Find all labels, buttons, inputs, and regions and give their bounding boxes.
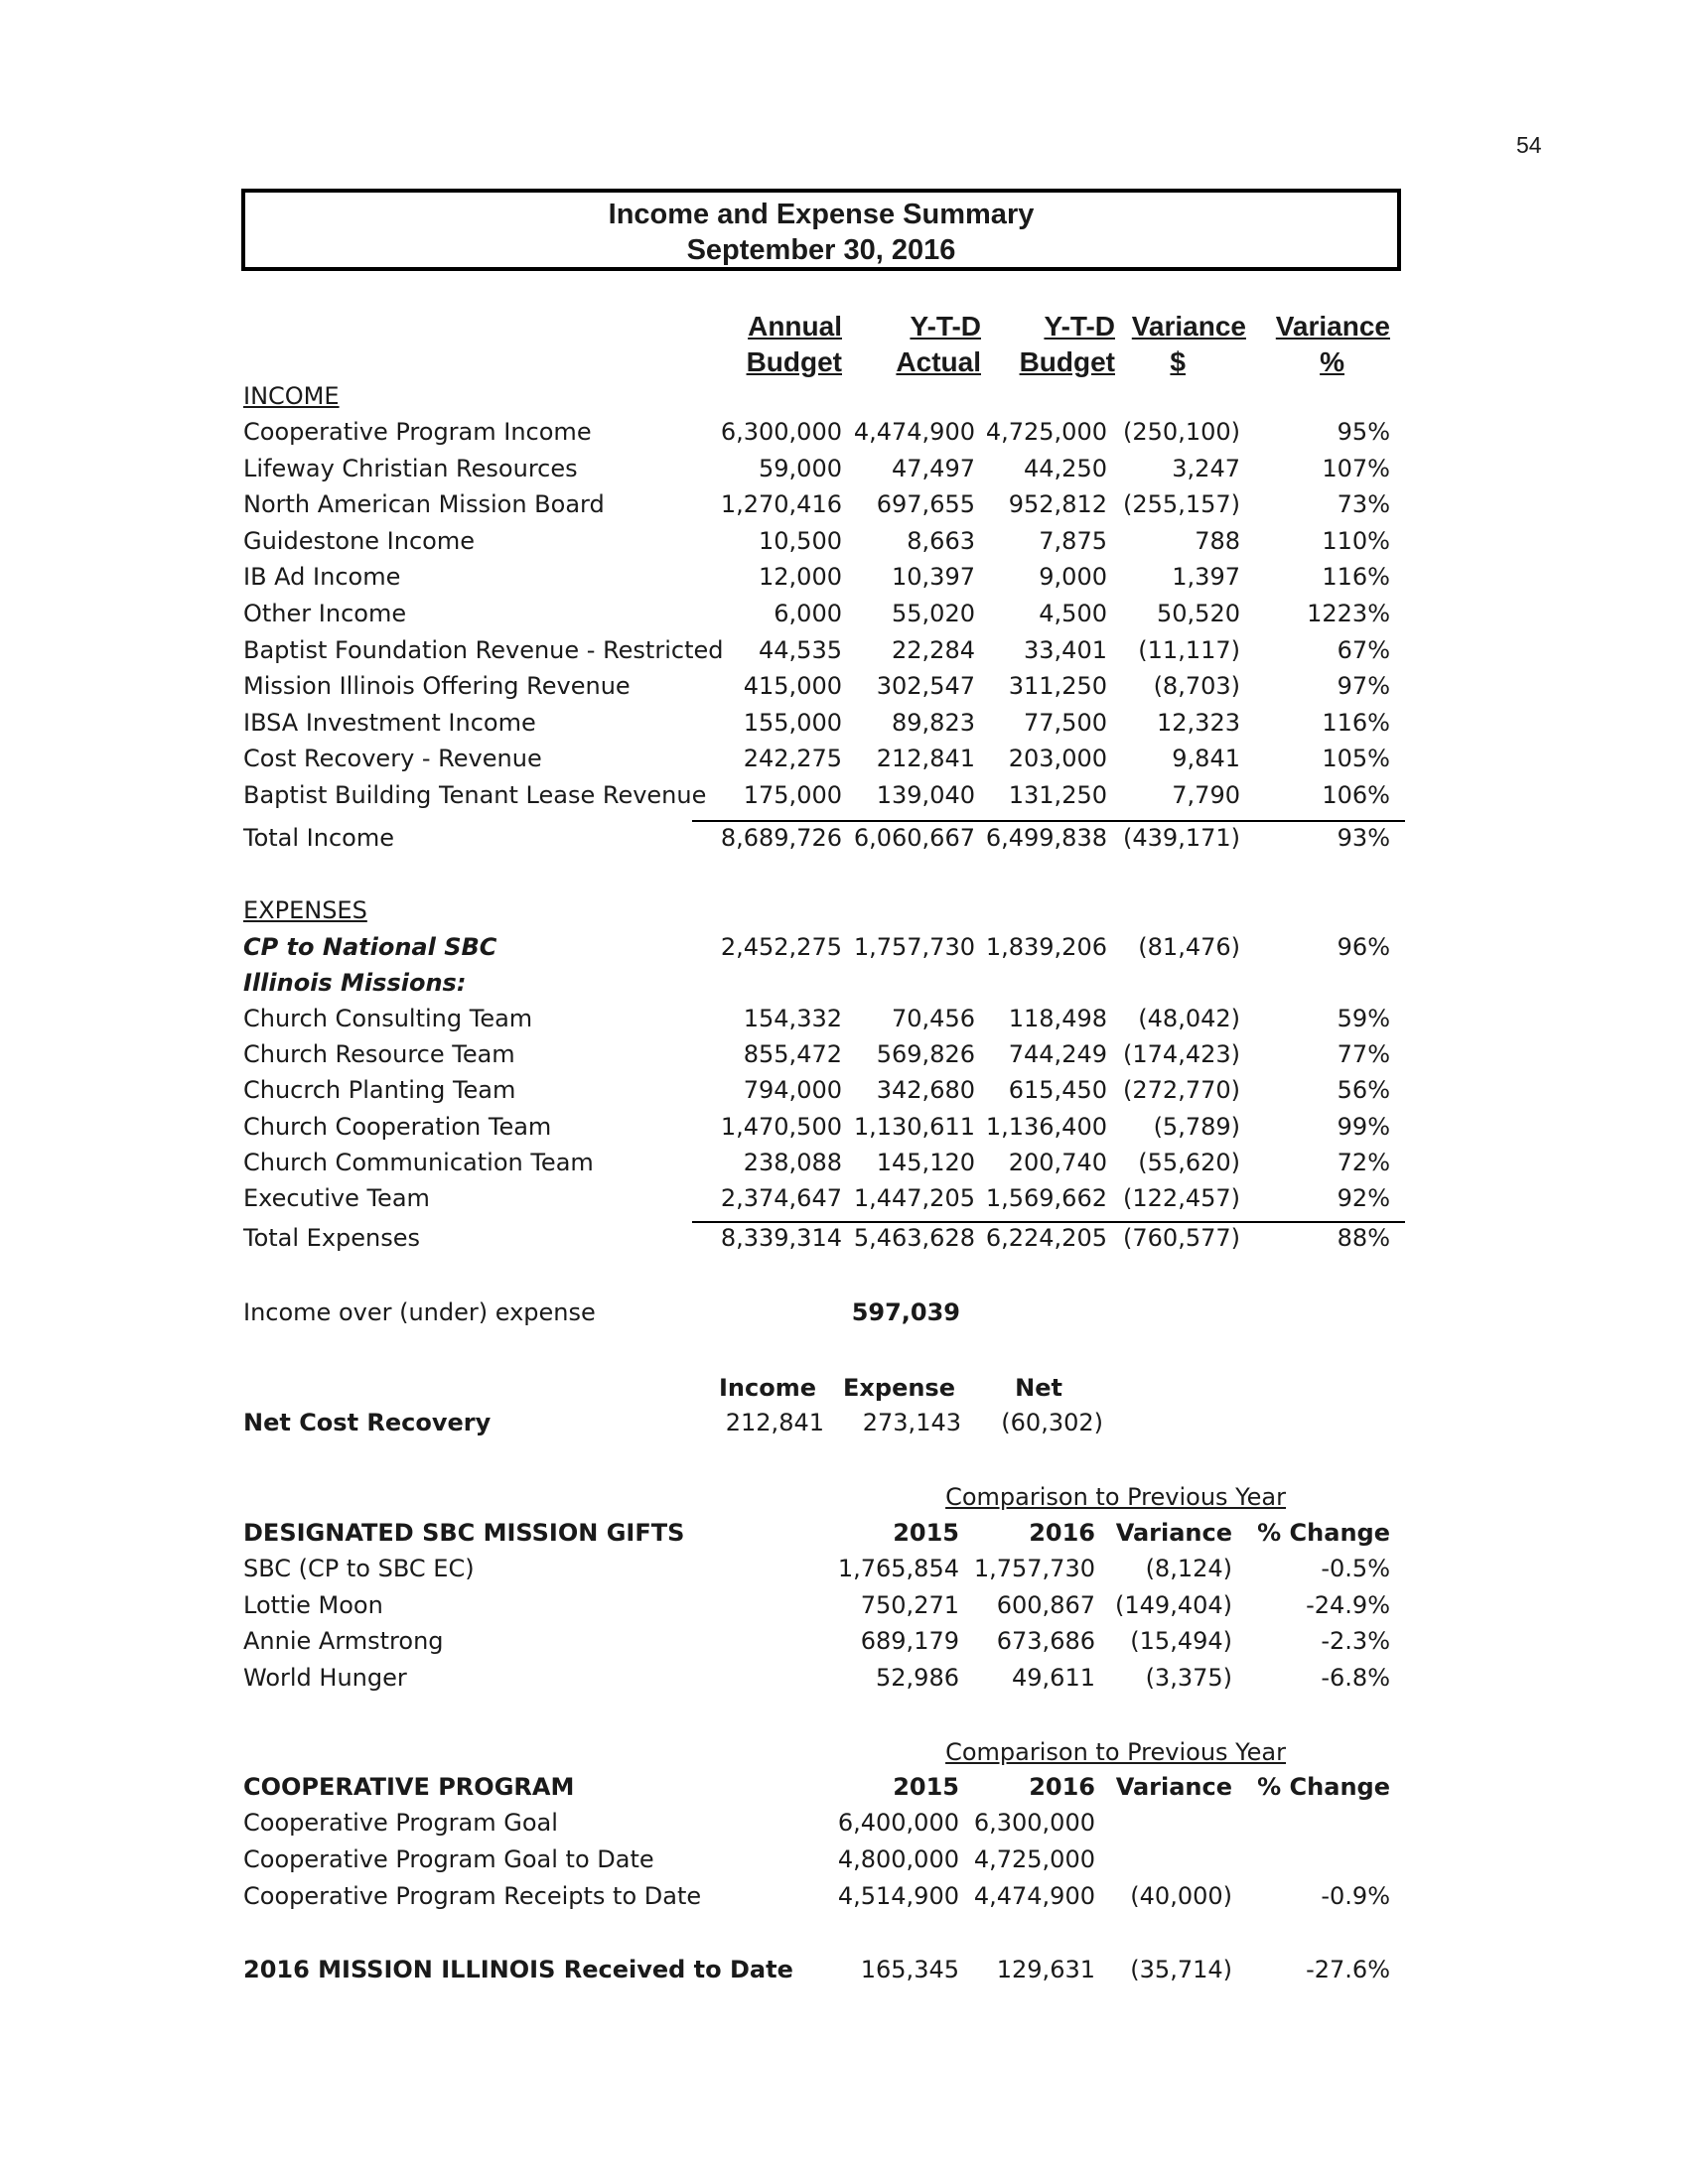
expense-row-value: 1,447,205 (853, 1184, 975, 1212)
income-total-value: 6,499,838 (985, 824, 1107, 852)
expense-total-value: (760,577) (1123, 1224, 1240, 1252)
cooperative-row-value: (40,000) (1130, 1882, 1232, 1910)
page-number: 54 (1516, 132, 1542, 158)
income-row-value: 110% (1322, 526, 1390, 555)
income-row-value: 8,663 (907, 526, 975, 555)
income-row-value: 10,397 (892, 563, 975, 592)
income-row-value: 952,812 (1008, 490, 1107, 519)
mission-illinois-value: (35,714) (1130, 1956, 1232, 1983)
designated-row-value: -24.9% (1306, 1590, 1390, 1619)
income-row-value: 47,497 (892, 454, 975, 482)
income-row-value: 116% (1322, 708, 1390, 737)
col-variance-dollar-header-2: $ (1170, 346, 1186, 377)
col-ytd-actual-header-2: Actual (896, 346, 981, 377)
designated-row-value: 673,686 (996, 1627, 1095, 1655)
designated-row-value: 1,757,730 (973, 1555, 1095, 1582)
income-row-value: 77,500 (1024, 708, 1107, 737)
mission-illinois-value: 165,345 (860, 1956, 959, 1983)
income-row-label: North American Mission Board (243, 490, 605, 519)
expense-row-label: Church Communication Team (243, 1148, 594, 1176)
expense-row-value: 1,130,611 (853, 1112, 975, 1141)
ncr-income-value: 212,841 (725, 1409, 824, 1436)
income-row-value: 9,841 (1172, 745, 1240, 773)
designated-row-label: World Hunger (243, 1663, 407, 1692)
comparison-col-header: 2016 (1029, 1773, 1095, 1801)
comparison-col-header: % Change (1257, 1519, 1390, 1547)
designated-row-value: -0.5% (1321, 1555, 1390, 1582)
expense-row-value: 2,374,647 (720, 1184, 842, 1212)
ncr-net-header: Net (1015, 1374, 1062, 1402)
report-title-box (241, 189, 1401, 271)
income-row-value: 44,250 (1024, 454, 1107, 482)
expense-row-value: 99% (1337, 1112, 1390, 1141)
mission-illinois-value: 129,631 (996, 1956, 1095, 1983)
designated-row-value: (3,375) (1145, 1663, 1232, 1692)
income-row-value: 212,841 (876, 745, 975, 773)
income-row-value: 106% (1322, 781, 1390, 809)
cooperative-row-label: Cooperative Program Goal (243, 1809, 558, 1837)
income-total-value: (439,171) (1123, 824, 1240, 852)
expense-row-value: 154,332 (743, 1005, 842, 1032)
income-row-value: 4,725,000 (985, 418, 1107, 446)
designated-row-value: 52,986 (876, 1663, 959, 1692)
designated-row-label: Annie Armstrong (243, 1627, 444, 1655)
col-variance-pct-header-1: Variance (1275, 311, 1390, 341)
ncr-expense-value: 273,143 (862, 1409, 961, 1436)
income-row-value: 12,000 (759, 563, 842, 592)
income-row-value: 116% (1322, 563, 1390, 592)
expense-row-value: 72% (1337, 1148, 1390, 1176)
comparison-col-header: % Change (1257, 1773, 1390, 1801)
illinois-missions-heading: Illinois Missions: (243, 969, 467, 997)
expense-total-value: 5,463,628 (853, 1224, 975, 1252)
expense-row-value: 77% (1337, 1040, 1390, 1069)
income-row-value: 1,270,416 (720, 490, 842, 519)
expense-row-value: 1,569,662 (985, 1184, 1107, 1212)
designated-row-value: (8,124) (1145, 1555, 1232, 1582)
designated-heading: DESIGNATED SBC MISSION GIFTS (243, 1519, 685, 1547)
comparison-col-header: 2015 (893, 1773, 959, 1801)
expense-row-label: Executive Team (243, 1184, 430, 1212)
expense-row-value: (174,423) (1123, 1040, 1240, 1069)
mission-illinois-value: -27.6% (1306, 1956, 1390, 1983)
expense-row-value: 70,456 (892, 1005, 975, 1032)
income-row-value: 67% (1337, 635, 1390, 664)
report-title: Income and Expense Summary (608, 199, 1035, 230)
income-heading: INCOME (243, 382, 340, 410)
comparison-col-header: Variance (1115, 1773, 1232, 1801)
cooperative-row-label: Cooperative Program Goal to Date (243, 1845, 654, 1873)
designated-row-value: 49,611 (1012, 1663, 1095, 1692)
expense-row-value: 145,120 (876, 1148, 975, 1176)
income-row-value: 97% (1337, 672, 1390, 701)
income-row-value: 50,520 (1157, 600, 1240, 627)
income-row-value: 9,000 (1039, 563, 1107, 592)
col-variance-pct-header-2: % (1320, 346, 1344, 377)
income-row-label: Mission Illinois Offering Revenue (243, 672, 631, 701)
cooperative-heading: COOPERATIVE PROGRAM (243, 1773, 575, 1801)
income-over-label: Income over (under) expense (243, 1298, 596, 1326)
designated-row-label: Lottie Moon (243, 1590, 383, 1619)
report-date: September 30, 2016 (686, 234, 956, 266)
expense-row-value: (122,457) (1123, 1184, 1240, 1212)
expense-row-value: 342,680 (876, 1076, 975, 1105)
income-row-label: IBSA Investment Income (243, 708, 536, 737)
income-row-label: IB Ad Income (243, 563, 401, 592)
expense-row-label: Church Cooperation Team (243, 1112, 552, 1141)
cp-national-value: 2,452,275 (720, 933, 842, 961)
income-row-value: 131,250 (1008, 781, 1107, 809)
income-row-value: 1223% (1307, 600, 1390, 627)
income-total-value: 8,689,726 (720, 824, 842, 852)
income-row-value: 107% (1322, 454, 1390, 482)
income-row-value: 4,474,900 (853, 418, 975, 446)
income-row-value: 95% (1337, 418, 1390, 446)
col-ytd-budget-header-1: Y-T-D (1044, 311, 1115, 341)
expense-row-label: Church Consulting Team (243, 1005, 533, 1032)
expense-row-value: 569,826 (876, 1040, 975, 1069)
comparison-col-header: 2015 (893, 1519, 959, 1547)
income-row-value: (250,100) (1123, 418, 1240, 446)
income-row-value: 175,000 (743, 781, 842, 809)
designated-row-value: (15,494) (1130, 1627, 1232, 1655)
ncr-income-header: Income (718, 1374, 816, 1402)
expense-row-value: 118,498 (1008, 1005, 1107, 1032)
income-total-value: 93% (1337, 824, 1390, 852)
income-row-value: 788 (1195, 526, 1240, 555)
income-row-value: 33,401 (1024, 635, 1107, 664)
expense-row-value: 200,740 (1008, 1148, 1107, 1176)
income-row-value: 242,275 (743, 745, 842, 773)
income-row-value: 44,535 (759, 635, 842, 664)
ncr-net-value: (60,302) (1001, 1409, 1103, 1436)
expense-row-value: 1,470,500 (720, 1112, 842, 1141)
expense-row-label: Church Resource Team (243, 1040, 515, 1069)
income-row-value: 7,875 (1039, 526, 1107, 555)
income-over-value: 597,039 (851, 1298, 960, 1326)
col-annual-header-1: Annual (748, 311, 842, 341)
income-row-value: 155,000 (743, 708, 842, 737)
expense-row-value: 1,136,400 (985, 1112, 1107, 1141)
expense-total-value: 6,224,205 (985, 1224, 1107, 1252)
col-ytd-budget-header-2: Budget (1019, 346, 1115, 377)
expense-row-value: 855,472 (743, 1040, 842, 1069)
expense-total-value: 88% (1337, 1224, 1390, 1252)
income-row-label: Guidestone Income (243, 526, 475, 555)
income-row-value: 3,247 (1172, 454, 1240, 482)
expense-total-label: Total Expenses (243, 1224, 421, 1252)
expense-row-value: 238,088 (743, 1148, 842, 1176)
cooperative-row-value: -0.9% (1321, 1882, 1390, 1910)
ncr-expense-header: Expense (843, 1374, 955, 1402)
income-row-value: 203,000 (1008, 745, 1107, 773)
expense-row-value: (48,042) (1138, 1005, 1240, 1032)
cooperative-row-value: 4,800,000 (837, 1845, 959, 1873)
expense-row-value: 615,450 (1008, 1076, 1107, 1105)
col-variance-dollar-header-1: Variance (1131, 311, 1246, 341)
expense-row-value: 744,249 (1008, 1040, 1107, 1069)
income-row-label: Cost Recovery - Revenue (243, 745, 542, 773)
expense-total-rule (692, 1221, 1405, 1223)
cooperative-row-value: 6,300,000 (973, 1809, 1095, 1837)
ncr-label: Net Cost Recovery (243, 1409, 492, 1436)
designated-row-value: -2.3% (1321, 1627, 1390, 1655)
income-row-value: 22,284 (892, 635, 975, 664)
income-row-label: Baptist Foundation Revenue - Restricted (243, 635, 724, 664)
income-row-value: 59,000 (759, 454, 842, 482)
income-row-value: 7,790 (1172, 781, 1240, 809)
cooperative-row-value: 6,400,000 (837, 1809, 959, 1837)
income-row-value: 6,300,000 (720, 418, 842, 446)
comparison-col-header: 2016 (1029, 1519, 1095, 1547)
designated-row-value: 600,867 (996, 1590, 1095, 1619)
income-total-value: 6,060,667 (853, 824, 975, 852)
designated-comparison-header: Comparison to Previous Year (945, 1483, 1286, 1511)
cooperative-row-value: 4,514,900 (837, 1882, 959, 1910)
income-row-label: Baptist Building Tenant Lease Revenue (243, 781, 707, 809)
income-total-rule (692, 820, 1405, 822)
income-row-value: 6,000 (774, 600, 842, 627)
income-row-value: (255,157) (1123, 490, 1240, 519)
income-row-label: Lifeway Christian Resources (243, 454, 578, 482)
income-row-value: 105% (1322, 745, 1390, 773)
income-total-label: Total Income (243, 824, 394, 852)
income-row-value: (8,703) (1153, 672, 1240, 701)
col-annual-header-2: Budget (746, 346, 842, 377)
income-row-value: 10,500 (759, 526, 842, 555)
cp-national-value: 1,839,206 (985, 933, 1107, 961)
expense-total-value: 8,339,314 (720, 1224, 842, 1252)
income-row-value: (11,117) (1138, 635, 1240, 664)
expense-row-value: 59% (1337, 1005, 1390, 1032)
expense-row-value: (272,770) (1123, 1076, 1240, 1105)
income-row-value: 73% (1337, 490, 1390, 519)
income-row-value: 4,500 (1039, 600, 1107, 627)
cp-national-value: (81,476) (1138, 933, 1240, 961)
income-row-value: 302,547 (876, 672, 975, 701)
expenses-heading: EXPENSES (243, 896, 367, 924)
designated-row-value: -6.8% (1321, 1663, 1390, 1692)
cp-national-value: 1,757,730 (853, 933, 975, 961)
comparison-col-header: Variance (1115, 1519, 1232, 1547)
cp-national-value: 96% (1337, 933, 1390, 961)
expense-row-value: (5,789) (1153, 1112, 1240, 1141)
income-row-label: Cooperative Program Income (243, 418, 592, 446)
designated-row-value: 1,765,854 (837, 1555, 959, 1582)
designated-row-value: 750,271 (860, 1590, 959, 1619)
income-row-value: 415,000 (743, 672, 842, 701)
income-row-value: 697,655 (876, 490, 975, 519)
cooperative-row-value: 4,725,000 (973, 1845, 1095, 1873)
expense-row-label: Chucrch Planting Team (243, 1076, 516, 1105)
expense-row-value: 56% (1337, 1076, 1390, 1105)
income-row-value: 89,823 (892, 708, 975, 737)
expense-row-value: 794,000 (743, 1076, 842, 1105)
income-row-value: 1,397 (1172, 563, 1240, 592)
income-row-value: 311,250 (1008, 672, 1107, 701)
income-row-value: 12,323 (1157, 708, 1240, 737)
designated-row-value: 689,179 (860, 1627, 959, 1655)
income-row-value: 139,040 (876, 781, 975, 809)
cooperative-comparison-header: Comparison to Previous Year (945, 1738, 1286, 1766)
cooperative-row-label: Cooperative Program Receipts to Date (243, 1882, 702, 1910)
cp-national-label: CP to National SBC (243, 933, 497, 961)
expense-row-value: (55,620) (1138, 1148, 1240, 1176)
income-row-value: 55,020 (892, 600, 975, 627)
income-row-label: Other Income (243, 600, 407, 627)
cooperative-row-value: 4,474,900 (973, 1882, 1095, 1910)
mission-illinois-label: 2016 MISSION ILLINOIS Received to Date (243, 1956, 793, 1983)
expense-row-value: 92% (1337, 1184, 1390, 1212)
col-ytd-actual-header-1: Y-T-D (910, 311, 981, 341)
designated-row-value: (149,404) (1115, 1590, 1232, 1619)
designated-row-label: SBC (CP to SBC EC) (243, 1555, 475, 1582)
